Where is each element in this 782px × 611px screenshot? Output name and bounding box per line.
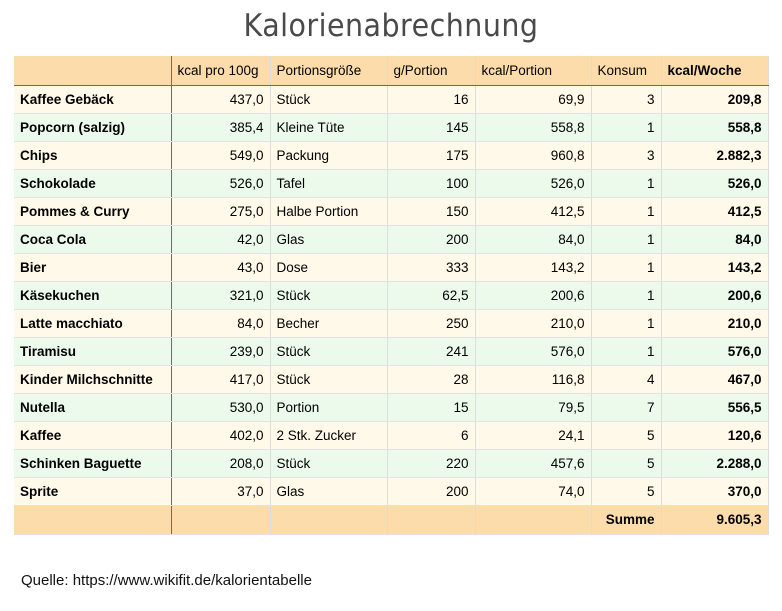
- header-kcal-pro-100g: kcal pro 100g: [171, 56, 270, 85]
- cell-portionsgroesse: Becher: [270, 309, 387, 337]
- cell-kcal-woche: 576,0: [661, 337, 768, 365]
- cell-kcal-portion: 74,0: [475, 477, 591, 505]
- cell-kcal-pro-100g: 402,0: [171, 421, 270, 449]
- cell-portionsgroesse: Stück: [270, 337, 387, 365]
- cell-konsum: 1: [591, 309, 661, 337]
- table-row: [14, 337, 768, 365]
- cell-portionsgroesse: Glas: [270, 225, 387, 253]
- cell-kcal-woche: 370,0: [661, 477, 768, 505]
- cell-kcal-portion: 79,5: [475, 393, 591, 421]
- cell-name: Kaffee Gebäck: [14, 85, 171, 113]
- cell-g-portion: 28: [387, 365, 475, 393]
- cell-kcal-pro-100g: 84,0: [171, 309, 270, 337]
- cell-name: Schinken Baguette: [14, 449, 171, 477]
- cell-portionsgroesse: Halbe Portion: [270, 197, 387, 225]
- cell-portionsgroesse: 2 Stk. Zucker: [270, 421, 387, 449]
- table-row: [14, 85, 768, 113]
- cell-konsum: 1: [591, 337, 661, 365]
- table-row: [14, 393, 768, 421]
- cell-kcal-woche: 526,0: [661, 169, 768, 197]
- cell-g-portion: 333: [387, 253, 475, 281]
- footer-empty-cell: [171, 505, 270, 534]
- table-header-row: [14, 56, 768, 85]
- cell-kcal-pro-100g: 417,0: [171, 365, 270, 393]
- cell-kcal-pro-100g: 37,0: [171, 477, 270, 505]
- cell-name: Latte macchiato: [14, 309, 171, 337]
- cell-konsum: 5: [591, 421, 661, 449]
- cell-konsum: 5: [591, 449, 661, 477]
- header-konsum: Konsum: [591, 56, 661, 85]
- table-row: [14, 281, 768, 309]
- cell-name: Nutella: [14, 393, 171, 421]
- cell-kcal-portion: 558,8: [475, 113, 591, 141]
- cell-kcal-woche: 467,0: [661, 365, 768, 393]
- cell-konsum: 3: [591, 141, 661, 169]
- cell-name: Coca Cola: [14, 225, 171, 253]
- cell-name: Tiramisu: [14, 337, 171, 365]
- cell-kcal-pro-100g: 43,0: [171, 253, 270, 281]
- cell-g-portion: 15: [387, 393, 475, 421]
- cell-kcal-portion: 116,8: [475, 365, 591, 393]
- cell-kcal-woche: 2.288,0: [661, 449, 768, 477]
- cell-portionsgroesse: Stück: [270, 365, 387, 393]
- footer-empty-cell: [475, 505, 591, 534]
- footer-empty-cell: [387, 505, 475, 534]
- cell-konsum: 1: [591, 253, 661, 281]
- cell-portionsgroesse: Stück: [270, 85, 387, 113]
- cell-kcal-pro-100g: 549,0: [171, 141, 270, 169]
- header-name: [14, 56, 171, 85]
- cell-konsum: 1: [591, 197, 661, 225]
- cell-kcal-woche: 412,5: [661, 197, 768, 225]
- cell-g-portion: 241: [387, 337, 475, 365]
- table-row: [14, 421, 768, 449]
- cell-portionsgroesse: Stück: [270, 449, 387, 477]
- cell-kcal-pro-100g: 385,4: [171, 113, 270, 141]
- cell-name: Chips: [14, 141, 171, 169]
- cell-name: Pommes & Curry: [14, 197, 171, 225]
- cell-kcal-pro-100g: 42,0: [171, 225, 270, 253]
- cell-kcal-woche: 558,8: [661, 113, 768, 141]
- cell-kcal-woche: 209,8: [661, 85, 768, 113]
- cell-kcal-pro-100g: 530,0: [171, 393, 270, 421]
- cell-g-portion: 16: [387, 85, 475, 113]
- source-note: Quelle: https://www.wikifit.de/kalorientabelle: [21, 572, 312, 589]
- cell-g-portion: 100: [387, 169, 475, 197]
- cell-g-portion: 62,5: [387, 281, 475, 309]
- cell-g-portion: 200: [387, 477, 475, 505]
- cell-kcal-pro-100g: 526,0: [171, 169, 270, 197]
- cell-kcal-portion: 143,2: [475, 253, 591, 281]
- footer-empty-cell: [14, 505, 171, 534]
- cell-konsum: 1: [591, 281, 661, 309]
- page-title: Kalorienabrechnung: [243, 8, 539, 44]
- cell-name: Kaffee: [14, 421, 171, 449]
- cell-konsum: 1: [591, 169, 661, 197]
- cell-kcal-portion: 69,9: [475, 85, 591, 113]
- table-row: [14, 365, 768, 393]
- cell-kcal-pro-100g: 208,0: [171, 449, 270, 477]
- cell-kcal-woche: 143,2: [661, 253, 768, 281]
- cell-kcal-portion: 24,1: [475, 421, 591, 449]
- cell-portionsgroesse: Tafel: [270, 169, 387, 197]
- cell-portionsgroesse: Packung: [270, 141, 387, 169]
- cell-g-portion: 150: [387, 197, 475, 225]
- cell-kcal-portion: 526,0: [475, 169, 591, 197]
- cell-portionsgroesse: Glas: [270, 477, 387, 505]
- cell-kcal-portion: 412,5: [475, 197, 591, 225]
- cell-kcal-pro-100g: 321,0: [171, 281, 270, 309]
- cell-kcal-pro-100g: 239,0: [171, 337, 270, 365]
- cell-portionsgroesse: Stück: [270, 281, 387, 309]
- cell-kcal-woche: 2.882,3: [661, 141, 768, 169]
- table-row: [14, 225, 768, 253]
- table-row: [14, 141, 768, 169]
- cell-g-portion: 145: [387, 113, 475, 141]
- cell-name: Sprite: [14, 477, 171, 505]
- table-row: [14, 197, 768, 225]
- cell-kcal-portion: 457,6: [475, 449, 591, 477]
- header-portionsgroesse: Portionsgröße: [270, 56, 387, 85]
- cell-konsum: 1: [591, 225, 661, 253]
- cell-name: Schokolade: [14, 169, 171, 197]
- table-row: [14, 449, 768, 477]
- cell-kcal-woche: 556,5: [661, 393, 768, 421]
- cell-kcal-pro-100g: 437,0: [171, 85, 270, 113]
- cell-kcal-portion: 200,6: [475, 281, 591, 309]
- cell-konsum: 7: [591, 393, 661, 421]
- header-g-portion: g/Portion: [387, 56, 475, 85]
- table-footer-row: [14, 505, 768, 534]
- cell-portionsgroesse: Portion: [270, 393, 387, 421]
- table-row: [14, 253, 768, 281]
- footer-summe-label: Summe: [591, 505, 661, 534]
- cell-kcal-woche: 84,0: [661, 225, 768, 253]
- cell-g-portion: 175: [387, 141, 475, 169]
- cell-konsum: 3: [591, 85, 661, 113]
- cell-name: Kinder Milchschnitte: [14, 365, 171, 393]
- cell-konsum: 1: [591, 113, 661, 141]
- calorie-table: [14, 56, 769, 535]
- cell-konsum: 5: [591, 477, 661, 505]
- footer-empty-cell: [270, 505, 387, 534]
- cell-kcal-woche: 120,6: [661, 421, 768, 449]
- cell-kcal-pro-100g: 275,0: [171, 197, 270, 225]
- cell-portionsgroesse: Kleine Tüte: [270, 113, 387, 141]
- table-row: [14, 309, 768, 337]
- cell-kcal-woche: 200,6: [661, 281, 768, 309]
- header-kcal-portion: kcal/Portion: [475, 56, 591, 85]
- cell-kcal-portion: 210,0: [475, 309, 591, 337]
- cell-kcal-portion: 84,0: [475, 225, 591, 253]
- cell-name: Popcorn (salzig): [14, 113, 171, 141]
- cell-g-portion: 250: [387, 309, 475, 337]
- cell-portionsgroesse: Dose: [270, 253, 387, 281]
- cell-g-portion: 220: [387, 449, 475, 477]
- cell-g-portion: 200: [387, 225, 475, 253]
- footer-summe-total: 9.605,3: [661, 505, 768, 534]
- cell-name: Bier: [14, 253, 171, 281]
- cell-kcal-portion: 960,8: [475, 141, 591, 169]
- cell-g-portion: 6: [387, 421, 475, 449]
- table-row: [14, 477, 768, 505]
- table-row: [14, 113, 768, 141]
- table-row: [14, 169, 768, 197]
- cell-konsum: 4: [591, 365, 661, 393]
- cell-kcal-woche: 210,0: [661, 309, 768, 337]
- header-kcal-woche: kcal/Woche: [661, 56, 768, 85]
- cell-name: Käsekuchen: [14, 281, 171, 309]
- cell-kcal-portion: 576,0: [475, 337, 591, 365]
